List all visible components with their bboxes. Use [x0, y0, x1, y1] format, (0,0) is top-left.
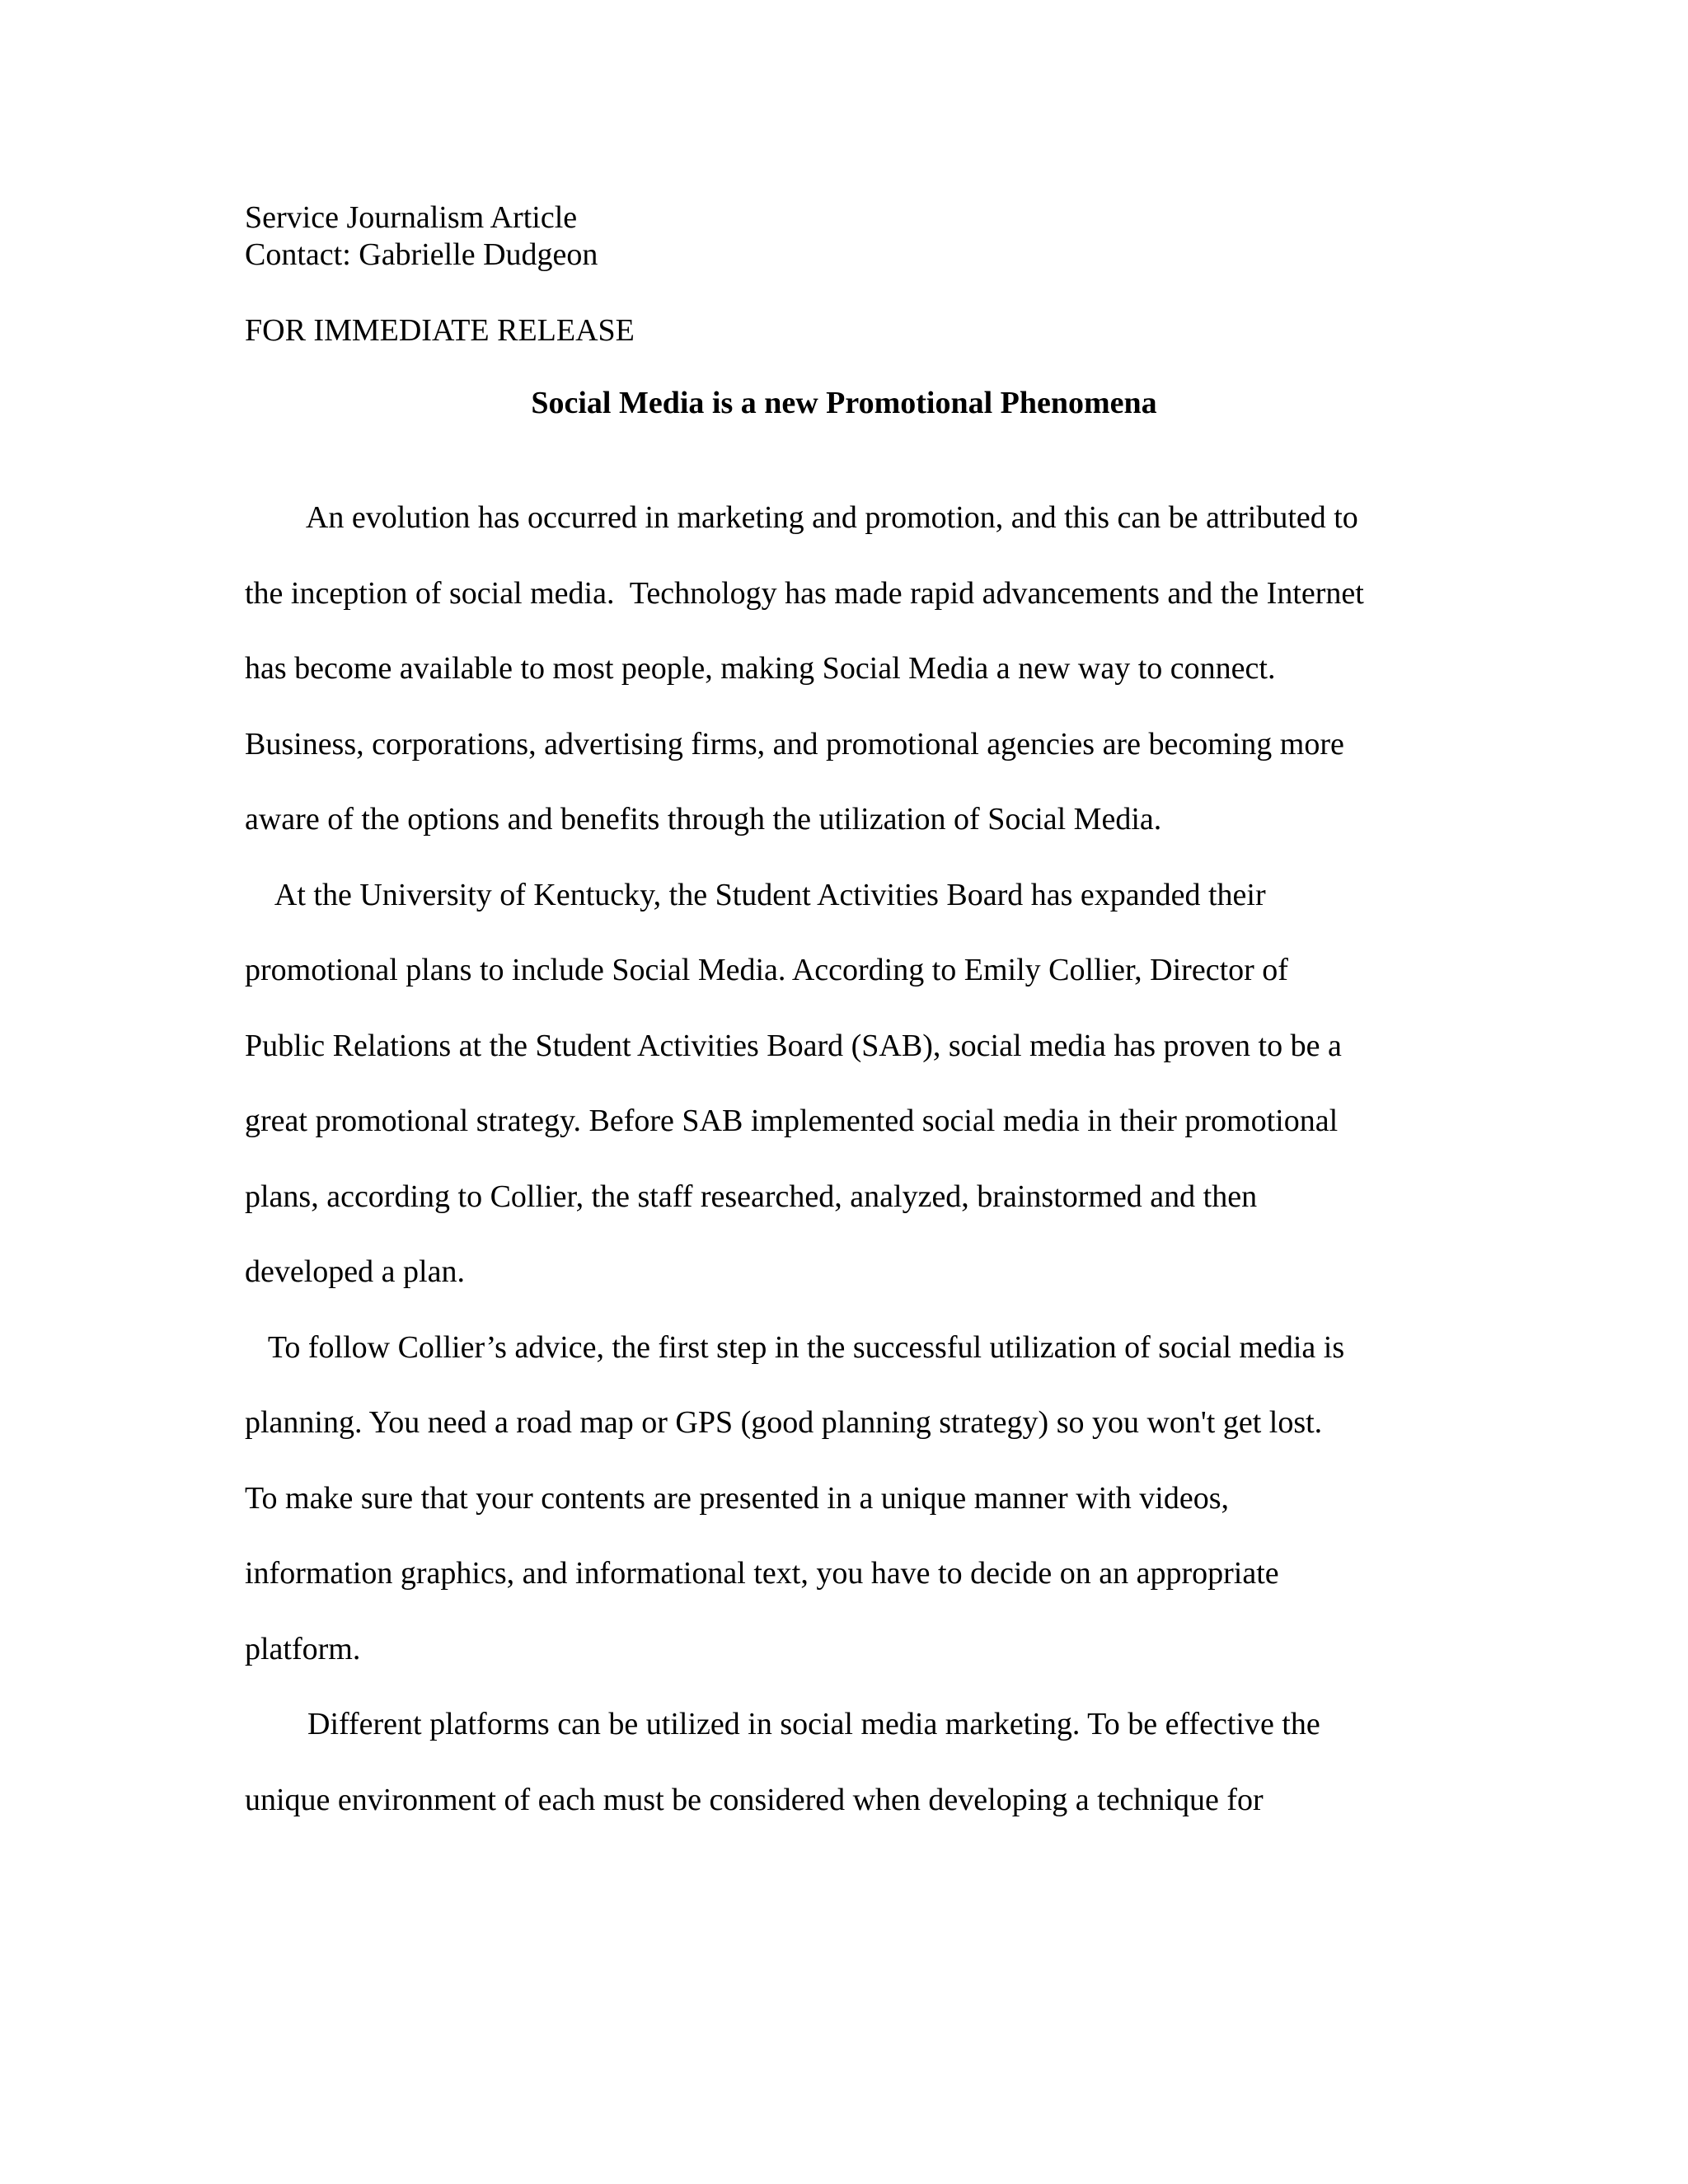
body-line: Public Relations at the Student Activities Board (SAB), social media has proven to be a [245, 1029, 1342, 1063]
body-line: Different platforms can be utilized in social media marketing. To be effective the [245, 1707, 1320, 1741]
body-line: developed a plan. [245, 1254, 465, 1289]
body-line: the inception of social media. Technology has made rapid advancements and the Internet [245, 576, 1364, 611]
article-type-line: Service Journalism Article [245, 200, 578, 235]
body-line: At the University of Kentucky, the Student Activities Board has expanded their [245, 878, 1266, 912]
body-line: great promotional strategy. Before SAB implemented social media in their promotional [245, 1104, 1339, 1138]
contact-line: Contact: Gabrielle Dudgeon [245, 237, 598, 272]
body-line: To follow Collier’s advice, the first step in the successful utilization of social media is [245, 1330, 1345, 1365]
body-line: has become available to most people, making Social Media a new way to connect. [245, 651, 1276, 686]
body-line: plans, according to Collier, the staff researched, analyzed, brainstormed and then [245, 1179, 1258, 1214]
body-line: unique environment of each must be considered when developing a technique for [245, 1783, 1264, 1817]
body-line: To make sure that your contents are presented in a unique manner with videos, [245, 1481, 1229, 1516]
body-line: platform. [245, 1632, 361, 1666]
release-line: FOR IMMEDIATE RELEASE [245, 313, 635, 348]
body-line: Business, corporations, advertising firms, and promotional agencies are becoming more [245, 727, 1344, 762]
article-title: Social Media is a new Promotional Phenomena [531, 386, 1157, 420]
body-line: aware of the options and benefits through the utilization of Social Media. [245, 802, 1162, 837]
body-line: promotional plans to include Social Media. According to Emily Collier, Director of [245, 953, 1288, 987]
body-line: information graphics, and informational text, you have to decide on an appropriate [245, 1556, 1279, 1591]
body-line: An evolution has occurred in marketing and promotion, and this can be attributed to [245, 500, 1358, 535]
body-line: planning. You need a road map or GPS (good planning strategy) so you won't get lost. [245, 1405, 1323, 1440]
